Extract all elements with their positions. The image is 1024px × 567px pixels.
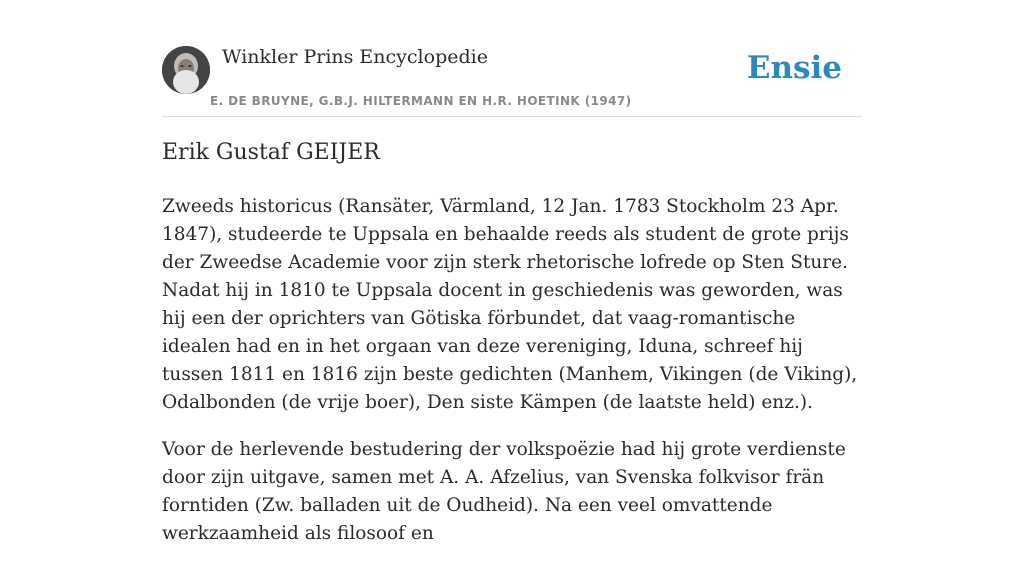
source-title[interactable]: Winkler Prins Encyclopedie <box>222 46 488 68</box>
brand-logo[interactable]: Ensie <box>746 50 842 86</box>
author-portrait[interactable] <box>162 46 210 94</box>
source-header <box>162 38 862 117</box>
source-authors: E. DE BRUYNE, G.B.J. HILTERMANN EN H.R. HOETINK (1947) <box>210 94 632 108</box>
article-body <box>162 193 862 567</box>
article-paragraph: Voor de herlevende bestudering der volkspoëzie had hij grote verdienste door zijn uitgave, samen met A. A. Afzelius, van Svenska folkvisor frän forntiden (Zw. balladen uit de Oudheid). Na een veel omvattende werkzaamheid als filosoof en <box>162 439 846 544</box>
article-title: Erik Gustaf GEIJER <box>162 140 380 165</box>
article-paragraph: Zweeds historicus (Ransäter, Värmland, 12 Jan. 1783 Stockholm 23 Apr. 1847), studeerde te Uppsala en behaalde reeds als student de grote prijs der Zweedse Academie voor zijn sterk rhetorische lofrede op Sten Sture. Nadat hij in 1810 te Uppsala docent in geschiedenis was geworden, was hij een der oprichters van Götiska förbundet, dat vaag-romantische idealen had en in het orgaan van deze vereniging, Iduna, schreef hij tussen 1811 en 1816 zijn beste gedichten (Manhem, Vikingen (de Viking), Odalbonden (de vrije boer), Den siste Kämpen (de laatste held) enz.). <box>162 196 858 413</box>
